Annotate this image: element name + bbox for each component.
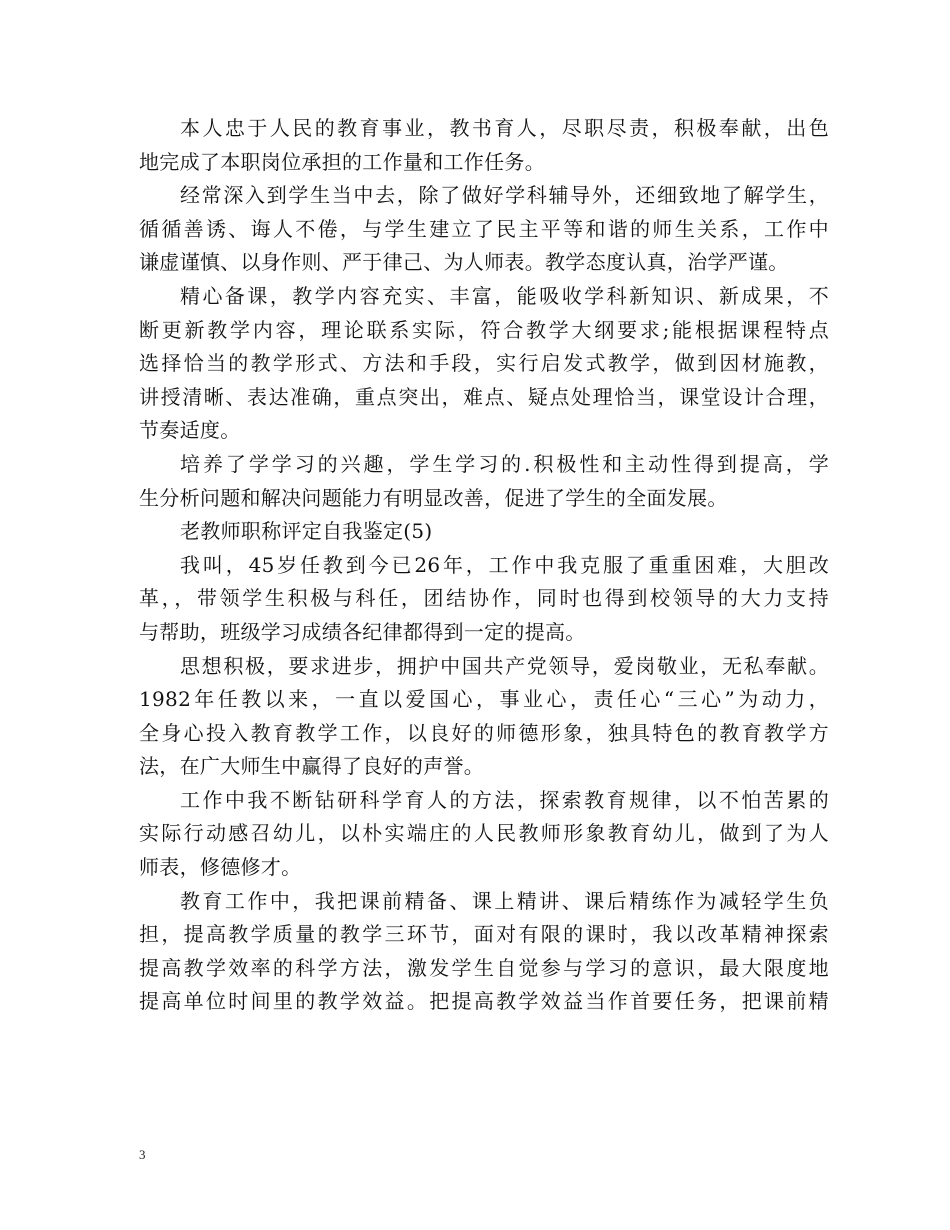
paragraph bbox=[139, 280, 829, 448]
paragraph-line: 精心备课，教学内容充实、丰富，能吸收学科新知识、新成果，不 bbox=[180, 283, 829, 308]
paragraph-line: 提高单位时间里的教学效益。把提高教学效益当作首要任务，把课前精 bbox=[139, 989, 829, 1014]
paragraph-line: 老教师职称评定自我鉴定(5) bbox=[180, 519, 433, 544]
paragraph bbox=[139, 549, 829, 650]
paragraph-line: 提高教学效率的科学方法，激发学生自觉参与学习的意识，最大限度地 bbox=[139, 955, 829, 980]
paragraph bbox=[139, 515, 829, 549]
paragraph-line: 法，在广大师生中赢得了良好的声誉。 bbox=[139, 754, 485, 779]
page-number: 3 bbox=[139, 1147, 146, 1162]
paragraph-line: 培养了学学习的兴趣，学生学习的.积极性和主动性得到提高，学 bbox=[180, 451, 829, 476]
paragraph bbox=[139, 650, 829, 784]
paragraph bbox=[139, 784, 829, 885]
paragraph-line: 生分析问题和解决问题能力有明显改善，促进了学生的全面发展。 bbox=[139, 485, 728, 510]
paragraph-line: 地完成了本职岗位承担的工作量和工作任务。 bbox=[139, 149, 545, 174]
paragraph-line: 实际行动感召幼儿，以朴实端庄的人民教师形象教育幼儿，做到了为人 bbox=[139, 821, 829, 846]
paragraph-line: 我叫，45岁任教到今已26年，工作中我克服了重重困难，大胆改 bbox=[180, 552, 829, 577]
paragraph-line: 思想积极，要求进步，拥护中国共产党领导，爱岗敬业，无私奉献。 bbox=[180, 653, 829, 678]
paragraph bbox=[139, 448, 829, 515]
paragraph-line: 谦虚谨慎、以身作则、严于律己、为人师表。教学态度认真，治学严谨。 bbox=[139, 250, 789, 275]
paragraph-line: 担，提高教学质量的教学三环节，面对有限的课时，我以改革精神探索 bbox=[139, 922, 829, 947]
paragraph-line: 教育工作中，我把课前精备、课上精讲、课后精练作为减轻学生负 bbox=[180, 888, 829, 913]
paragraph-line: 革，，带领学生积极与科任，团结协作，同时也得到校领导的大力支持 bbox=[139, 586, 829, 611]
paragraph-line: 本人忠于人民的教育事业，教书育人，尽职尽责，积极奉献，出色 bbox=[180, 116, 829, 140]
paragraph-line: 选择恰当的教学形式、方法和手段，实行启发式教学，做到因材施教， bbox=[139, 351, 829, 376]
paragraph-line: 断更新教学内容，理论联系实际，符合教学大纲要求;能根据课程特点 bbox=[139, 317, 829, 342]
paragraph-line: 循循善诱、诲人不倦，与学生建立了民主平等和谐的师生关系，工作中 bbox=[139, 216, 829, 241]
paragraph-line: 经常深入到学生当中去，除了做好学科辅导外，还细致地了解学生， bbox=[180, 183, 829, 208]
paragraph-line: 工作中我不断钻研科学育人的方法，探索教育规律，以不怕苦累的 bbox=[180, 787, 829, 812]
paragraph-line: 讲授清晰、表达准确，重点突出，难点、疑点处理恰当，课堂设计合理， bbox=[139, 384, 829, 409]
paragraph-line: 节奏适度。 bbox=[139, 418, 241, 443]
paragraph bbox=[139, 179, 829, 280]
paragraph-line: 师表，修德修才。 bbox=[139, 855, 302, 880]
paragraph-line: 全身心投入教育教学工作，以良好的师德形象，独具特色的教育教学方 bbox=[139, 720, 829, 745]
paragraph-line: 与帮助，班级学习成绩各纪律都得到一定的提高。 bbox=[139, 619, 586, 644]
paragraph-line: 1982年任教以来，一直以爱国心，事业心，责任心“三心”为动力， bbox=[139, 687, 829, 712]
paragraph bbox=[139, 885, 829, 1019]
paragraph bbox=[139, 112, 829, 179]
document-body bbox=[139, 112, 829, 1019]
